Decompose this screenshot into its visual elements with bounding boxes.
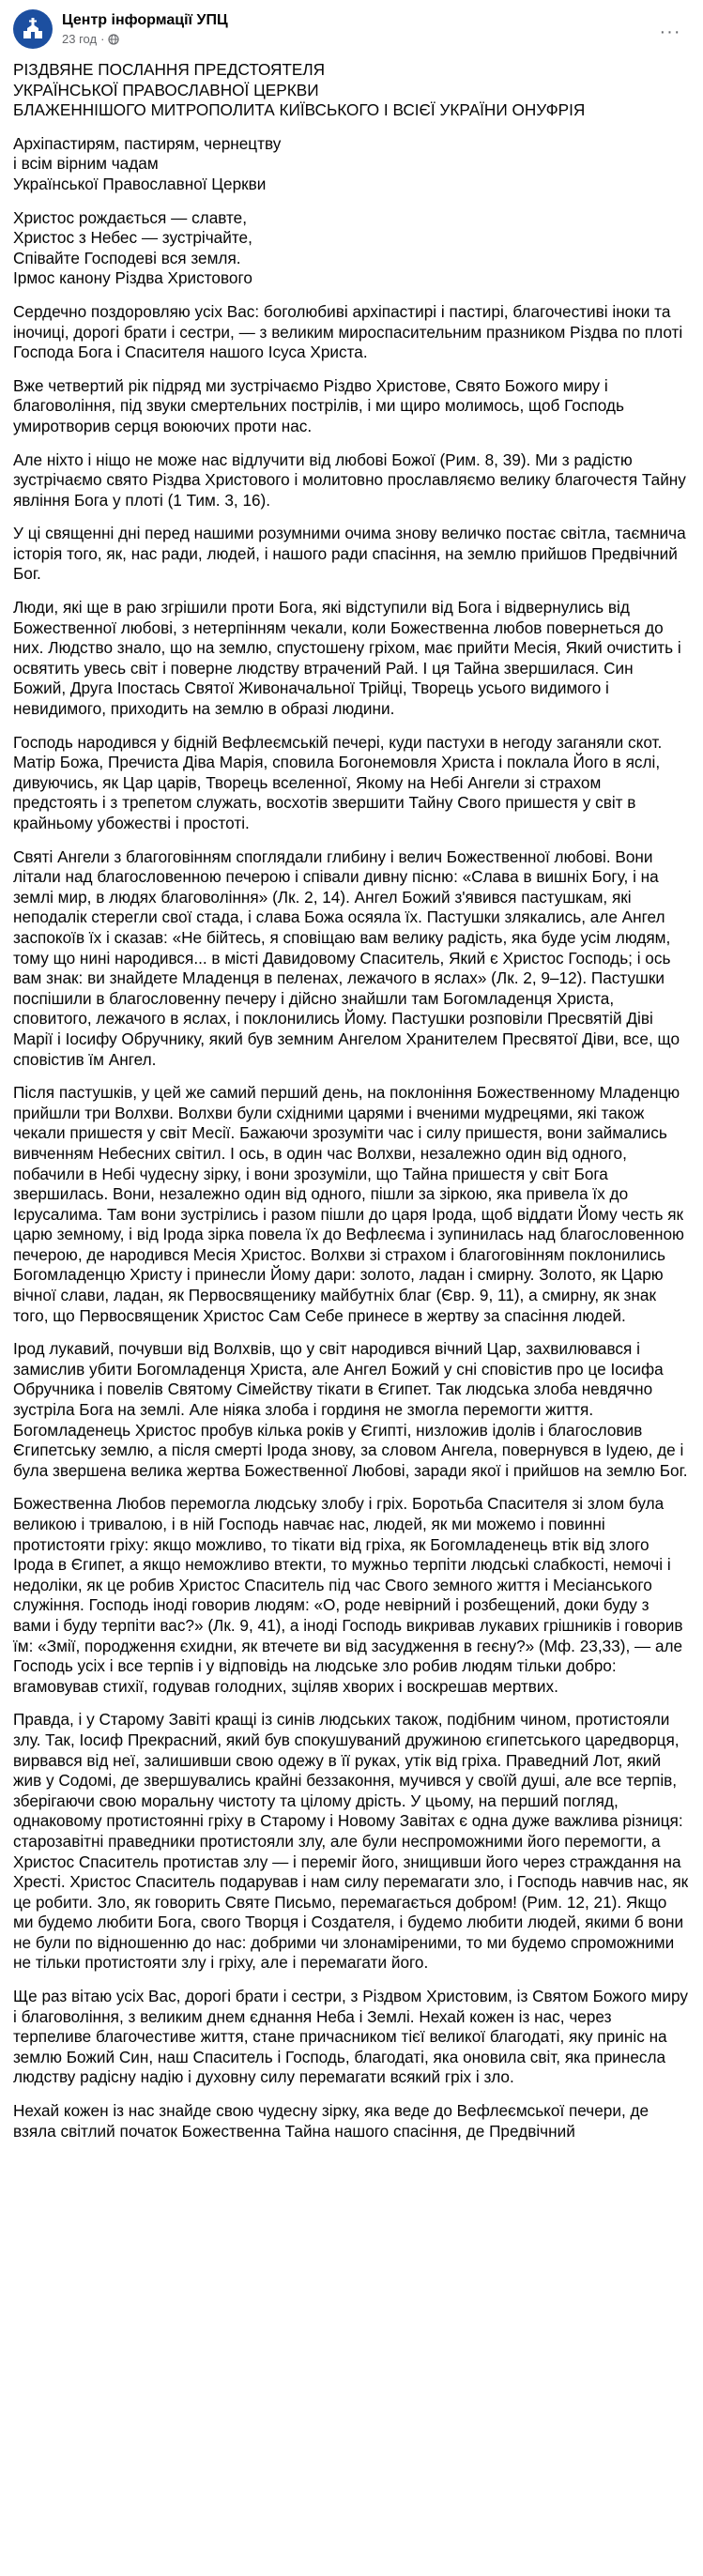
paragraph: Сердечно поздоровляю усіх Вас: боголюбиві архіпастирі і пастирі, благочестиві іноки та іночиці, дорогі брати і сестри, — з великим мироспасительним празником Різдва по плоті Господа Бога і Спасителя нашого Ісуса Христа. [13,301,683,362]
church-logo-icon [19,15,47,43]
globe-icon [108,34,119,45]
address-line: і всім вірним чадам [13,154,159,174]
hymn-line: Христос з Небес — зустрічайте, [13,228,252,248]
message-address [13,134,690,195]
post-meta [62,9,228,47]
post-time-row [62,32,228,47]
paragraph: Нехай кожен із нас знайде свою чудесну зірку, яка веде до Вефлеємської печери, де взяла світлий початок Божественна Тайна нашого спасіння, де Предвічний [13,2101,650,2141]
address-line: Української Православної Церкви [13,174,267,193]
hymn-quote [13,208,690,289]
more-options-icon[interactable]: ··· [659,21,681,42]
paragraph: Божественна Любов перемогла людську злобу і гріх. Боротьба Спасителя зі злом була великою і тривалою, і в ній Господь навчає нас, людей, як ми можемо і повинні протистояти гріху: якщо можливо, то тікати від гріха, як Богомладенець втік від злого Ірода в Єгипет, а якщо неможливо втекти, то мужньо терпіти людські слабкості, немочі і недоліки, як це робив Христос Спаситель під час Свого земного життя і Месіанського служіння. Господь іноді говорив людям: «О, роде невірний і розбещений, доки буду з вами і буду терпіти вас?» (Лк. 9, 41), а іноді Господь викривав лукавих грішників і говорив їм: «Змії, породження єхидни, як втечете ви від засудження в геєну?» (Мф. 23,33), — але Господь усіх і все терпів і у відповідь на людське зло робив людям тільки добро: вгамовував стихії, годував голодних, зціляв хворих і воскрешав мертвих. [13,1494,683,1696]
paragraph: Ще раз вітаю усіх Вас, дорогі брати і сестри, з Різдвом Христовим, із Святом Божого миру і благовоління, з великим днем єднання Неба і Землі. Нехай кожен із нас, через терпеливе благочестиве життя, стане причасником тієї великої благодаті, яку приніс на землю Божий Син, наш Спаситель і Господь, благодаті, яка оновила світ, яка принесла людству радісну надію і духовну силу перемагати всякий гріх і зло. [13,1987,688,2087]
paragraph: Вже четвертий рік підряд ми зустрічаємо Різдво Христове, Свято Божого миру і благовоління, під звуки смертельних пострілів, і ми щиро молимось, щоб Господь умиротворив серця воюючих проти нас. [13,375,624,435]
paragraph: Святі Ангели з благоговінням споглядали глибину і велич Божественної любові. Вони літали над благословенною печерою і співали дивну пісню: «Слава в вишніх Богу, і на землі мир, в людях благовоління» (Лк. 2, 14). Ангел Божий з'явився пастушкам, які неподалік стерегли свої стада, і слава Божа осяяла їх. Пастушки злякались, але Ангел заспокоїв їх і сказав: «Не бійтесь, я сповіщаю вам велику радість, яка буде усім людям, тому що нині народився... в місті Давидовому Спаситель, Який є Христос Господь; і ось вам знак: ви знайдете Младенця в пеленах, лежачого в яслах» (Лк. 2, 9–12). Пастушки поспішили в благословенну печеру і дійсно знайшли там Богомладенця Христа, сповитого, лежачого в яслах, і поклонились Йому. Пастушки розповіли Пресвятій Діві Марії і Іосифу Обручнику, який був земним Ангелом Хранителем Пресвятої Діви, все, що сповістив їм Ангел. [13,846,680,1069]
paragraph: Після пастушків, у цей же самий перший день, на поклоніння Божественному Младенцю прийшли три Волхви. Волхви були східними царями і вченими мудрецями, які також чекали пришестя у світ Месії. Бажаючи зрозуміти час і силу пришестя, вони займались вивченням Небесних світил. І ось, в один час Волхви, незалежно один від одного, побачили в Небі чудесну зірку, і вони зрозуміли, що Тайна пришестя у світ Бога звершилась. Вони, незалежно один від одного, пішли за зіркою, яка привела їх до Ієрусалима. Там вони зустрілись і разом пішли до царя Ірода, щоб віддати Йому честь як царю земному, і від Ірода зірка повела їх до Вефлеєма і зупинилась над благословенною печерою, де народився Месія Христос. Волхви зі страхом і благоговінням поклонились Богомладенцю Христу і принесли Йому дари: золото, ладан і смирну. Золото, як Царю вічної слави, ладан, як Первосвященику майбутніх благ (Євр. 9, 11), а смирну, як знак того, що Первосвященик Христос Сам Себе принесе в жертву за спасіння людей. [13,1083,684,1325]
post-header [13,0,690,60]
meta-separator: · [100,32,105,46]
paragraph: У ці священні дні перед нашими розумними очима знову величко постає світла, таємнича історія того, як, нас ради, людей, і нашого ради спасіння, на землю прийшов Предвічний Бог. [13,524,686,584]
title-line: УКРАЇНСЬКОЇ ПРАВОСЛАВНОЇ ЦЕРКВИ [13,80,319,99]
address-line: Архіпастирям, пастирям, чернецтву [13,133,282,153]
page-avatar[interactable] [13,9,53,49]
hymn-line: Співайте Господеві вся земля. [13,248,241,267]
title-line: БЛАЖЕННІШОГО МИТРОПОЛИТА КИЇВСЬКОГО І ВСІЄЇ УКРАЇНИ ОНУФРІЯ [13,100,586,120]
hymn-line: Христос рождається — славте, [13,207,248,227]
title-line: РІЗДВЯНЕ ПОСЛАННЯ ПРЕДСТОЯТЕЛЯ [13,60,326,79]
paragraph: Правда, і у Старому Завіті кращі із синів людських також, подібним чином, протистояли злу. Так, Іосиф Прекрасний, який був спокушуваний дружиною єгипетського царедворця, вирвався від неї, залишивши свою одежу в її руках, утік від гріха. Праведний Лот, який жив у Содомі, де звершувались крайні беззаконня, мучився у своїй душі, але все терпів, зберігаючи свою моральну чистоту та цілому дрість. У цьому, на перший погляд, однаковому протистоянні гріху в Старому і Новому Завітах є одна дуже важлива різниця: старозавітні праведники протистояли злу, але були неспроможними його перемогти, а Христос Спаситель протистав злу — і переміг його, знищивши його через страждання на Хресті. Христос Спаситель подарував і нам силу перемагати зло, і Господь навчив нас, як це робити. Зло, як говорить Святе Письмо, перемагається добром! (Рим. 12, 21). Якщо ми будемо любити Бога, свого Творця і Создателя, і будемо любити людей, якими б вони не були по відношенню до нас: добрими чи злонамiреними, то ми будемо спроможними не тільки протистояти злу і гріху, але і перемагати його. [13,1710,689,1973]
hymn-source: Ірмос канону Різдва Христового [13,268,252,288]
page-name-link[interactable]: Центр інформації УПЦ [62,12,228,28]
paragraph: Але ніхто і ніщо не може нас відлучити від любові Божої (Рим. 8, 39). Ми з радістю зустрічаємо свято Різдва Христового і молитовно прославляємо велику благочестя Тайну явління Бога у плоті (1 Тим. 3, 16). [13,450,686,510]
message-title [13,60,690,121]
post-timestamp[interactable]: 23 год [62,32,98,46]
paragraph: Господь народився у бідній Вефлеємській печері, куди пастухи в негоду заганяли скот. Матір Божа, Пречиста Діва Марія, сповила Богонемовля Христа і поклала Його в яслі, дивуючись, як Цар царів, Творець вселенної, Якому на Небі Ангели зі страхом предстоять і з трепетом служать, восхотів звершити Тайну Свого пришестя у світ в крайньому убожестві і простоті. [13,732,663,832]
paragraph: Ірод лукавий, почувши від Волхвів, що у світ народився вічний Цар, захвилювався і замислив убити Богомладенця Христа, але Ангел Божий у сні сповістив про це Іосифа Обручника і повелів Святому Сімейству тікати в Єгипет. Так людська злоба невдячно зустріла Бога на землі. Але ніяка злоба і гординя не змогла перемогти життя. Богомладенець Христос пробув кілька років у Єгипті, низложив ідолів і благословив Єгипетську землю, а після смерті Ірода знову, за словом Ангела, повернувся в Іудею, де і була звершена велика жертва Божественної Любові, заради якої і прийшов на землю Бог. [13,1339,688,1480]
post-text [13,60,690,2142]
paragraph: Люди, які ще в раю згрішили проти Бога, які відступили від Бога і відвернулись від Божественної любові, з нетерпінням чекали, коли Божественна любов повернеться до них. Людство знало, що на землю, спустошену гріхом, має прийти Месія, Який очистить і освятить увесь світ і поверне людству втрачений Рай. І ця Тайна звершилася. Син Божий, Друга Іпостась Святої Живоначальної Трійці, Творець усього видимого і невидимого, приходить на землю в образі людини. [13,598,681,719]
